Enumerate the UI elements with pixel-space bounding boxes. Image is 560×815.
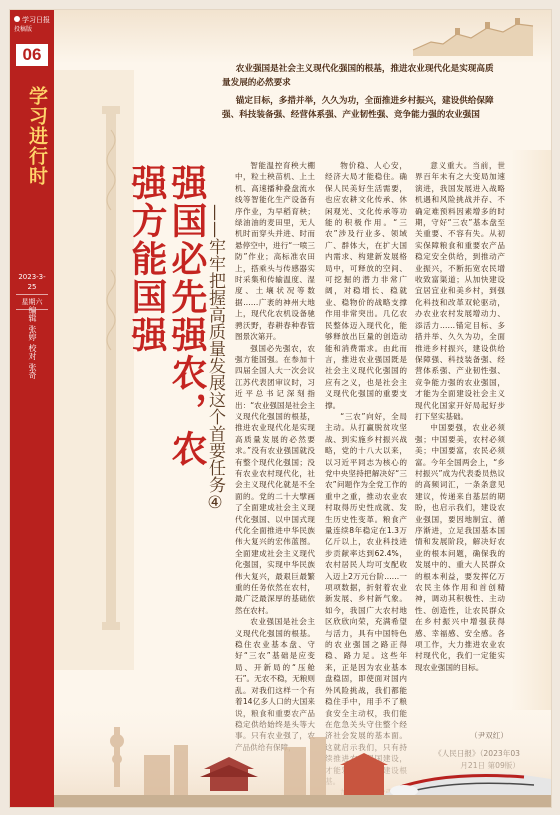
weekday-text: 星期六 xyxy=(16,295,48,310)
page-number: 06 xyxy=(16,44,48,66)
paragraph: 农业强国是社会主义现代化强国的根基。稳住农业基本盘、守好“三农”基础是应变局、开新局的“压舱石”。无农不稳，无粮则乱。对我们这样一个有 xyxy=(235,617,315,695)
section-sidebar xyxy=(10,10,54,807)
great-wall-illustration xyxy=(413,16,533,56)
lead-paragraph-1: 农业强国是社会主义现代化强国的根基，推进农业现代化是实现高质量发展的必然要求 xyxy=(222,64,494,88)
proofreader-name: 张奇 xyxy=(28,363,37,379)
editor-credits xyxy=(16,306,48,379)
logo-text: 学习日报 xyxy=(22,16,50,24)
date-text: 2023-3-25 xyxy=(16,270,48,295)
issue-date xyxy=(16,270,48,310)
article-headline: 强国必先强农，农强方能国强 xyxy=(126,164,207,468)
paragraph: 智能温控育秧大棚中，粒土秧苗机、上土机、高速播种叠盘流水线等智能化生产设备有序作业，为早稻育秧；绿油油的麦田里，无人机时而穿头并进、时而悬停空中，进行“一喷三防”作业；高标准农田上，搭乘头与传感器实时采集和传输温度、湿度、土壤状况等数据……广袤的神州大地上，现代化农机设备驰骋沃野，春耕春种春管图景次第开。 xyxy=(235,161,315,342)
text-column-1 xyxy=(235,160,315,730)
lead-paragraph-2: 锚定目标，多措并举，久久为功，全面推进乡村振兴，建设供给保障强、科技装备强、经营体系强、产业韧性强、竞争能力强的农业强国 xyxy=(222,96,494,120)
paragraph: “三农”向好，全局主动。从打赢脱贫攻坚战、到实施乡村振兴战略，党的十八大以来，以习近平同志为核心的党中央坚持把解决好“三农”问题作为全党工作的重中之重，推动农业农村取得历史性成就、发生历史性变革。粮食产量连续8年稳定在1.3万亿斤以上，农业科技进步贡献率达到62.4%，农村居民人均可支配收入迈上2万元台阶……一项项数据，折射着农业新发展、乡村新气象。如今，我国广大农村地区欣欣向荣，充满希望与活力，具有中国特色的农业强国之路正得稳、路力足。这些年来，正是因为农业基本盘稳固，即使面对国内外风险挑战，我们都能 xyxy=(325,411,407,695)
article-subhead: ——牢牢把握高质量发展这个首要任务④ xyxy=(205,204,225,513)
paragraph: 物价稳、人心安，经济大局才能稳住。确保人民美好生活需要，也应农耕文化传承、休闲观光、文化传承等功能的积极作用。“三农”涉及行业多、领域广、群体大，在扩大国内需求、构建新发展格局中，可释放的空间、可挖掘的潜力非常广阔，对稳增长、稳就业、稳物价的战略支撑作用非常突出。几亿农民整体迈入现代化，能够释放出巨量的创造动能和消费需求。由此而言，推进农业强国既是社会主义现代化强国的应有之义，也是社会主义现代化强国的重要支撑。 xyxy=(325,161,407,410)
text-column-3 xyxy=(415,160,505,720)
logo-subtext: 投稿版 xyxy=(14,26,33,33)
text-column-2 xyxy=(325,160,407,730)
header-decoration xyxy=(54,10,551,64)
proofreader-label: 校对 xyxy=(28,344,37,360)
editor-name: 张婷 xyxy=(28,325,37,341)
column-title: 学习进行时 xyxy=(26,86,48,186)
lead-summary xyxy=(222,62,502,146)
city-skyline-illustration xyxy=(54,697,551,807)
paragraph: 强国必先强农，农强方能国强。在参加十四届全国人大一次会议江苏代表团审议时，习近平总书记深刻指出：“农业强国是社会主义现代化强国的根基，推进农业现代化是实现高质量发展的必然要求。”没有农业强国就没有整个现代化强国；没有农业农村现代化，社会主义现代化就是不全面的。党的二十大擘画了全面建成社会主义现代化强国、以中国式现代化全面推进中华民族伟大复兴的宏伟蓝图。全面建成社会主义现代化强国，实现中华民族伟大复兴，最艰巨最繁重的任务依然在农村，最广泛最深厚的基础依然在农村。 xyxy=(235,343,315,615)
right-decoration xyxy=(511,150,551,710)
paragraph: 中国要强，农业必须强；中国要美，农村必须美；中国要富，农民必须富。今年全国两会上，“乡村振兴”成为代表委员热议的高频词汇，一条条意见建议，传递来自基层的期盼，也启示我们，建设农业强国，要因地制宜、循序渐进，立足我国基本国情和发展阶段，解决好农业的根本问题，确保我的发展中的、重大人民群众的根本利益，要发挥亿万农民主体作用和首创精神，调动其积极性、主动性、创造性，让农民群众在乡村振兴中增强获得感、幸福感、安全感。各项工作，大力推进农业农村现代化，我们一定能实现农业强国的目标。 xyxy=(415,423,505,672)
newspaper-logo xyxy=(14,16,54,34)
logo-mark-icon xyxy=(14,16,20,22)
editor-label: 编辑 xyxy=(28,306,37,322)
newspaper-page xyxy=(9,9,552,808)
paragraph: 意义重大。当前，世界百年未有之大变局加速演进，我国发展进入战略机遇和风险挑战并存、不确定难预料因素增多的时期，守好“三农”基本盘至关重要、不容有失。从初实保障粮食和重要农产品稳定安全供给，到推动产业振兴，不断拓宽农民增收致富渠道；从加快建设宜居宜业和美乡村，到强化科技和改革双轮驱动，办农业农村发展增动力、添活力……锚定目标、多措并举、久久为功，全面推进乡村振兴，建设供给保障强、科技装备强、经营体系强、产业韧性强、竞争能力强的农业强国，才能为全面建设社会主义现代化国家开好局起好步打下坚实基础。 xyxy=(415,161,505,421)
left-decoration xyxy=(54,70,134,670)
